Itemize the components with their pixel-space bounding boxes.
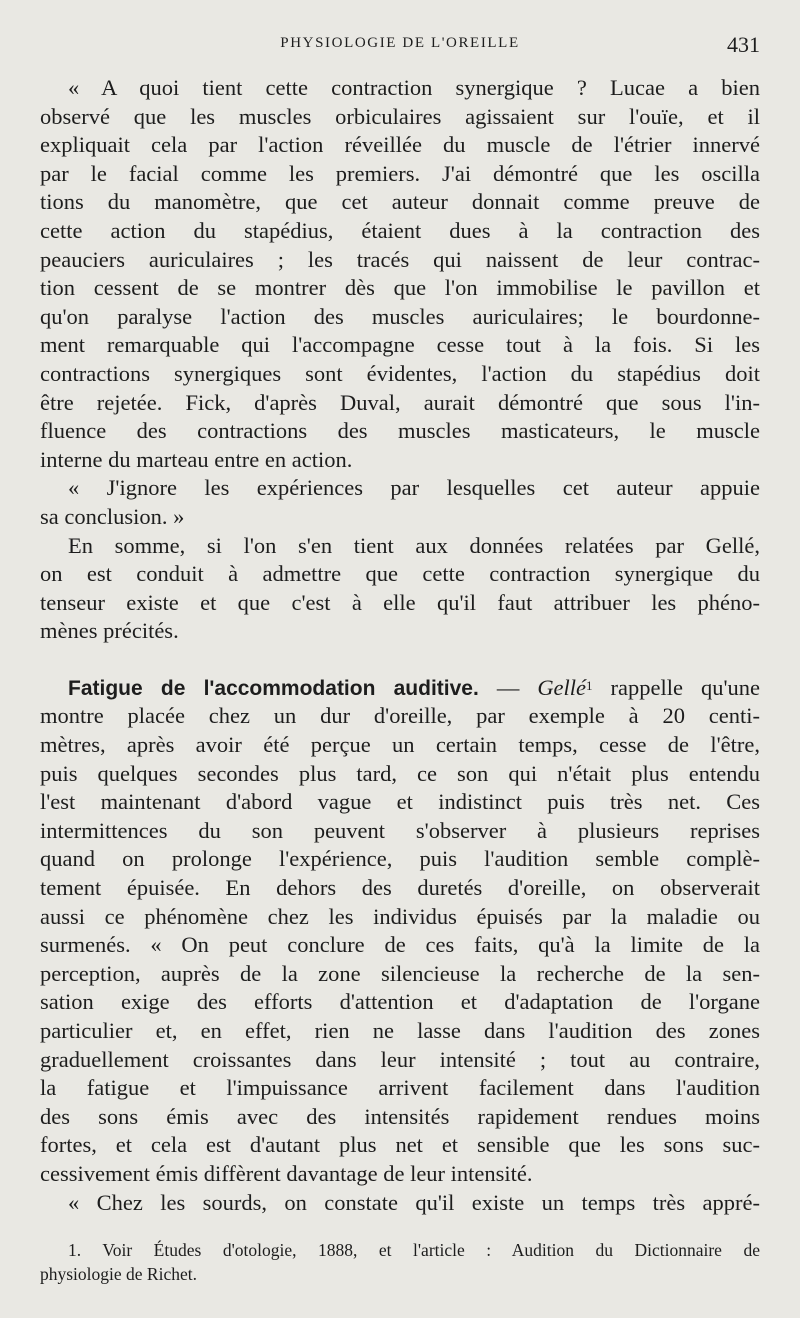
text-line: ment remarquable qui l'accompagne cesse tout à la fois. Si les <box>40 332 760 358</box>
text-line: tement épuisée. En dehors des duretés d'oreille, on observerait <box>40 875 760 901</box>
footnote-line: physiologie de Richet. <box>40 1264 197 1284</box>
text-line: expliquait cela par l'action réveillée du muscle de l'étrier innervé <box>40 132 760 158</box>
text-line: surmenés. « On peut conclure de ces faits, qu'à la limite de la <box>40 932 760 958</box>
text-line: être rejetée. Fick, d'après Duval, aurait démontré que sous l'in- <box>40 389 760 415</box>
text-line: fortes, et cela est d'autant plus net et sensible que les sons suc- <box>40 1132 760 1158</box>
text-line: mètres, après avoir été perçue un certain temps, cesse de l'être, <box>40 732 760 758</box>
text-line: puis quelques secondes plus tard, ce son qui n'était plus entendu <box>40 760 760 786</box>
paragraph-gap <box>40 646 760 674</box>
text-line: la fatigue et l'impuissance arrivent facilement dans l'audition <box>40 1075 760 1101</box>
text-line: on est conduit à admettre que cette contraction synergique du <box>40 561 760 587</box>
text-line: tenseur existe et que c'est à elle qu'il faut attribuer les phéno- <box>40 589 760 615</box>
body-text <box>40 74 760 1217</box>
text-line: sa conclusion. » <box>40 503 185 529</box>
text-line: cette action du stapédius, étaient dues à la contraction des <box>40 217 760 243</box>
text-line: graduellement croissantes dans leur intensité ; tout au contraire, <box>40 1046 760 1072</box>
text-line: mènes précités. <box>40 618 179 644</box>
text-line: observé que les muscles orbiculaires agissaient sur l'ouïe, et il <box>40 103 760 129</box>
text-line: tion cessent de se montrer dès que l'on immobilise le pavillon et <box>40 275 760 301</box>
text-line: interne du marteau entre en action. <box>40 446 353 472</box>
text-line: intermittences du son peuvent s'observer à plusieurs reprises <box>40 817 760 843</box>
text-line: l'est maintenant d'abord vague et indistinct puis très net. Ces <box>40 789 760 815</box>
footnote-marker: 1 <box>586 677 593 693</box>
author-name: Gellé <box>537 674 587 700</box>
text-line: En somme, si l'on s'en tient aux données relatées par Gellé, <box>68 532 760 558</box>
text-line: peauciers auriculaires ; les tracés qui naissent de leur contrac- <box>40 246 760 272</box>
page-number: 431 <box>727 32 760 57</box>
text-line: perception, auprès de la zone silencieuse la recherche de la sen- <box>40 960 760 986</box>
running-head: PHYSIOLOGIE DE L'OREILLE <box>280 35 520 51</box>
text-line: particulier et, en effet, rien ne lasse dans l'audition des zones <box>40 1018 760 1043</box>
em-dash: — <box>496 674 520 700</box>
footnote-line: 1. Voir Études d'otologie, 1888, et l'article : Audition du Dictionnaire de <box>68 1240 760 1260</box>
text-line: cessivement émis diffèrent davantage de leur intensité. <box>40 1160 533 1186</box>
footnotes <box>40 1238 760 1286</box>
section-lead-text: rappelle qu'une <box>610 674 761 700</box>
text-line: « A quoi tient cette contraction synergique ? Lucae a bien <box>68 75 760 100</box>
text-line: montre placée chez un dur d'oreille, par exemple à 20 centi- <box>40 703 760 729</box>
text-line: contractions synergiques sont évidentes, l'action du stapédius doit <box>40 360 760 386</box>
text-line: qu'on paralyse l'action des muscles auriculaires; le bourdonne- <box>40 303 760 329</box>
text-line: par le facial comme les premiers. J'ai démontré que les oscilla <box>40 160 760 186</box>
text-line: sation exige des efforts d'attention et d'adaptation de l'organe <box>40 989 760 1015</box>
text-line: « Chez les sourds, on constate qu'il existe un temps très appré- <box>68 1189 760 1215</box>
text-line: quand on prolonge l'expérience, puis l'audition semble complè- <box>40 846 760 872</box>
text-line: fluence des contractions des muscles masticateurs, le muscle <box>40 418 760 444</box>
section-title: Fatigue de l'accommodation auditive. <box>68 676 479 700</box>
text-line: des sons émis avec des intensités rapidement rendues moins <box>40 1103 760 1129</box>
section-lead-line <box>40 674 760 703</box>
text-line: aussi ce phénomène chez les individus épuisés par la maladie ou <box>40 903 760 929</box>
text-line: tions du manomètre, que cet auteur donnait comme preuve de <box>40 189 760 215</box>
page-header <box>40 32 760 62</box>
text-line: « J'ignore les expériences par lesquelles cet auteur appuie <box>68 475 760 501</box>
